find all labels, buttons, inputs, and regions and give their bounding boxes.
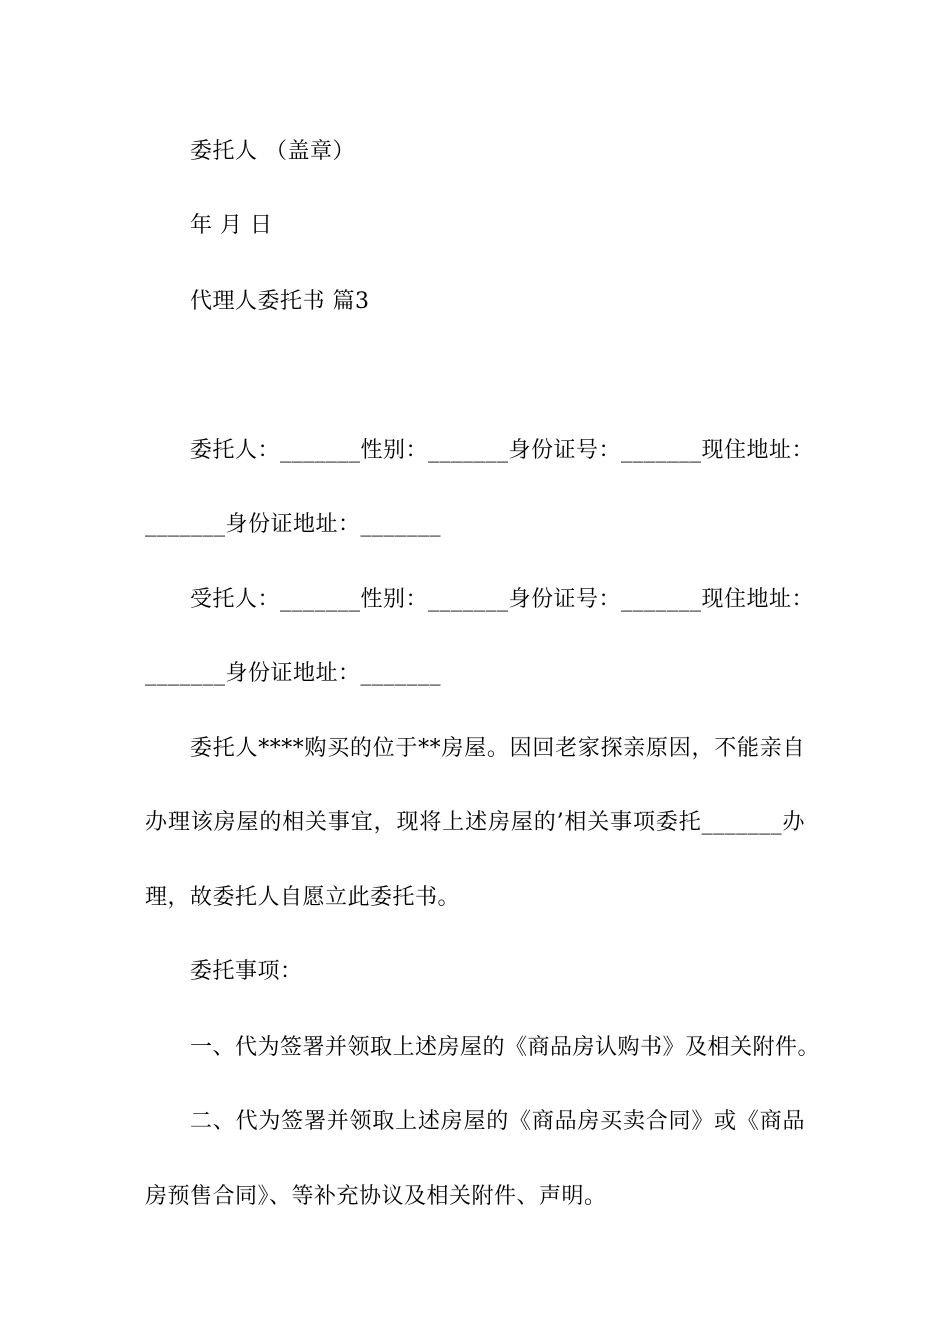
body-paragraph-line-1: 委托人****购买的位于**房屋。因回老家探亲原因，不能亲自 bbox=[190, 736, 805, 761]
principal-seal-line: 委托人 （盖章） bbox=[190, 139, 355, 164]
agent-id-address-line: _______身份证地址：_______ bbox=[145, 661, 442, 686]
matter-item-2-line-1: 二、代为签署并领取上述房屋的《商品房买卖合同》或《商品 bbox=[190, 1109, 805, 1134]
matter-item-2-line-2: 房预售合同》、等补充协议及相关附件、声明。 bbox=[145, 1184, 607, 1209]
principal-info-line: 委托人：_______性别：_______身份证号：_______现住地址： bbox=[190, 438, 815, 463]
body-paragraph-line-2: 办理该房屋的相关事宜，现将上述房屋的’相关事项委托_______办 bbox=[145, 810, 805, 835]
section-title: 代理人委托书 篇3 bbox=[190, 289, 370, 314]
matter-item-1: 一、代为签署并领取上述房屋的《商品房认购书》及相关附件。 bbox=[190, 1035, 821, 1060]
body-paragraph-line-3: 理，故委托人自愿立此委托书。 bbox=[145, 885, 461, 910]
agent-info-line: 受托人：_______性别：_______身份证号：_______现住地址： bbox=[190, 587, 815, 612]
matters-heading: 委托事项： bbox=[190, 959, 303, 984]
date-line: 年 月 日 bbox=[190, 213, 273, 238]
principal-id-address-line: _______身份证地址：_______ bbox=[145, 512, 442, 537]
